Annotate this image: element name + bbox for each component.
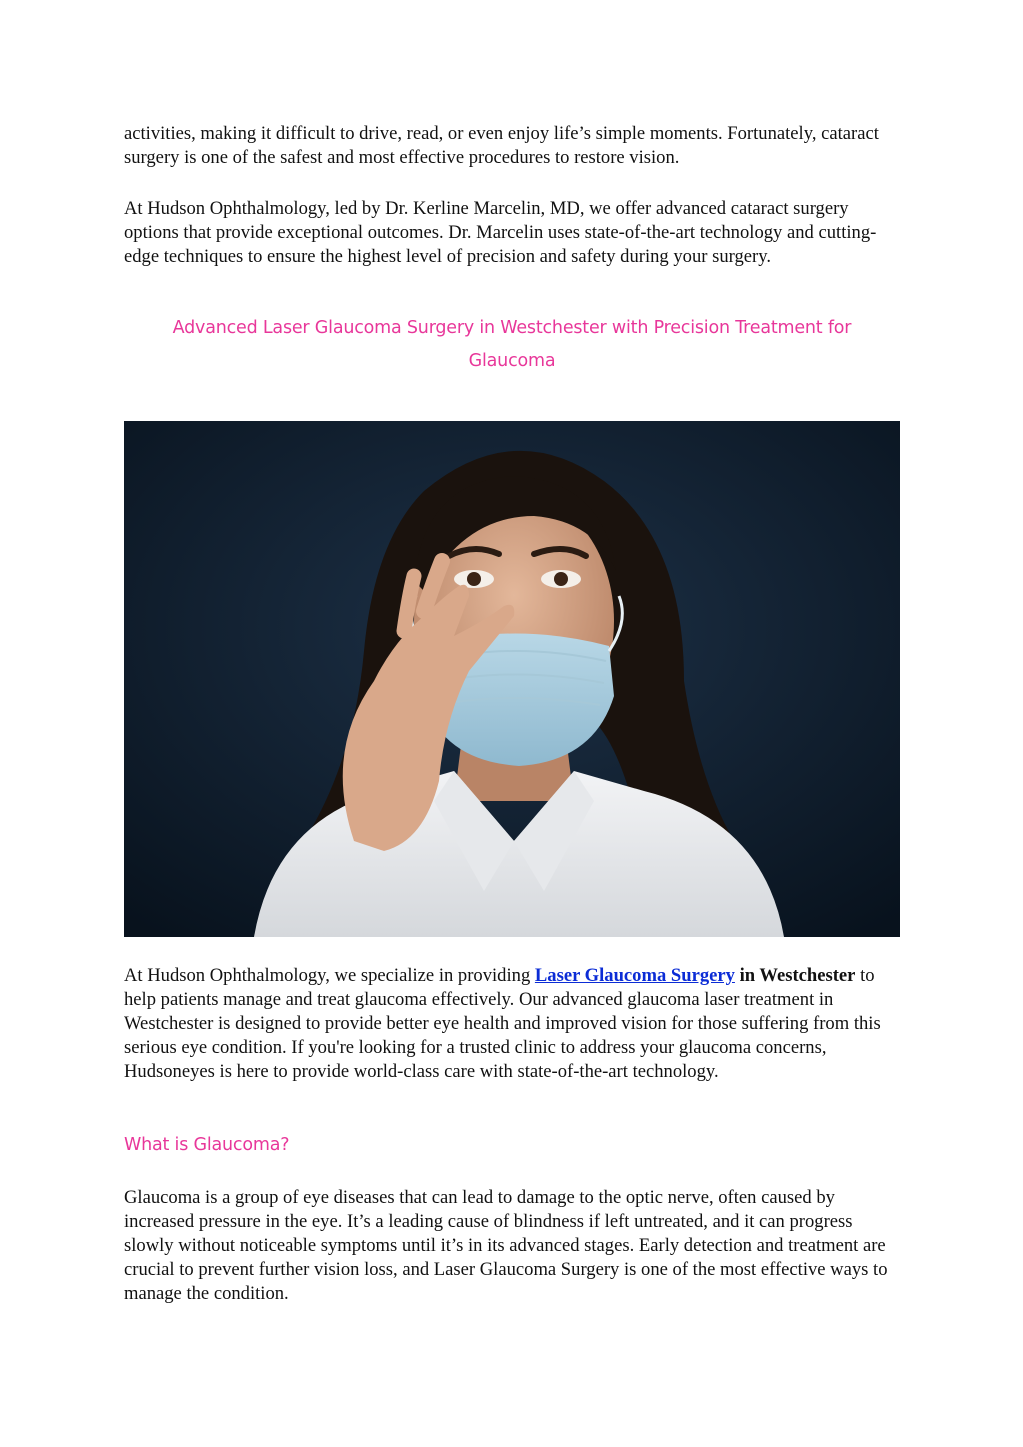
p3-rest-text: to help patients manage and treat glaucoma effectively. Our advanced glaucoma laser treatment in Westchester is designed to provide better eye health and improved vision for those suffering from this serious eye condition. If you're looking for a trusted clinic to address your glaucoma concerns, Hudsoneyes is here to provide world-class care with state-of-the-art technology.: [124, 965, 881, 1082]
intro-paragraph-1: activities, making it difficult to drive, read, or even enjoy life’s simple moments. Fortunately, cataract surgery is one of the safest and most effective procedures to restore vision.: [124, 123, 879, 168]
section-heading: [124, 312, 900, 378]
woman-mask-photo: [124, 421, 900, 937]
p3-bold-text: in Westchester: [734, 965, 856, 986]
intro-paragraph-2: At Hudson Ophthalmology, led by Dr. Kerline Marcelin, MD, we offer advanced cataract surgery options that provide exceptional outcomes. Dr. Marcelin uses state-of-the-art technology and cutting-edge techniques to ensure the highest level of precision and safety during your surgery.: [124, 198, 877, 267]
section-heading-line-1: Advanced Laser Glaucoma Surgery in Westchester with Precision Treatment for: [172, 318, 852, 338]
section-heading-line-2: Glaucoma: [468, 351, 556, 371]
p3-lead-text: At Hudson Ophthalmology, we specialize in providing: [124, 965, 535, 986]
laser-glaucoma-surgery-link[interactable]: Laser Glaucoma Surgery: [534, 965, 735, 986]
body-paragraph-3: [124, 964, 900, 1084]
photo-illustration: [124, 421, 900, 937]
body-paragraph-4: Glaucoma is a group of eye diseases that can lead to damage to the optic nerve, often caused by increased pressure in the eye. It’s a leading cause of blindness if left untreated, and it can progress slowly without noticeable symptoms until it’s in its advanced stages. Early detection and treatment are crucial to prevent further vision loss, and Laser Glaucoma Surgery is one of the most effective ways to manage the condition.: [124, 1187, 888, 1304]
what-is-glaucoma-heading: What is Glaucoma?: [124, 1135, 290, 1155]
